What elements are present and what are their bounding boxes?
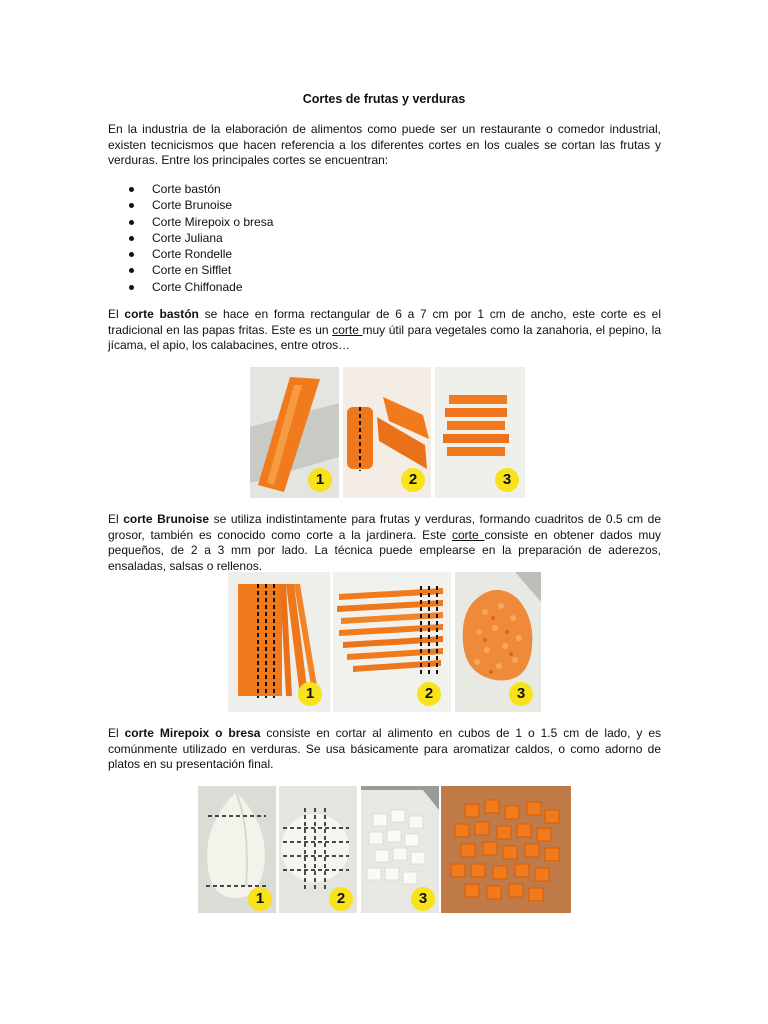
baston-paragraph: El corte bastón se hace en forma rectangular de 6 a 7 cm por 1 cm de ancho, este corte es el tradicional en las papas fritas. Este es un corte muy útil para vegetales como la zanahoria, el pepino, la jícama, el apio, los calabacines, entre otros… (108, 307, 661, 352)
brunoise-paragraph: El corte Brunoise se utiliza indistintamente para frutas y verduras, formando cuadritos de 0.5 cm de grosor, también es conocido como corte a la jardinera. Este corte consiste en obtener dados muy pequeños, de 2 a 3 mm por lado. La técnica puede emplearse en la preparación de aderezos, ensaladas, salsas o rellenos. (108, 512, 662, 573)
mirepoix-photo-2 (279, 786, 357, 913)
baston-term: corte bastón (124, 307, 199, 321)
corte-link[interactable]: corte (332, 322, 363, 337)
mirepoix-photo-1 (198, 786, 276, 913)
step-badge: 2 (329, 887, 353, 911)
step-badge: 1 (298, 682, 322, 706)
step-badge: 1 (308, 468, 332, 492)
step-badge: 2 (417, 682, 441, 706)
step-badge: 1 (248, 887, 272, 911)
mirepoix-term: corte Mirepoix o bresa (124, 726, 261, 740)
list-item: Corte Mirepoix o bresa (108, 214, 273, 230)
step-badge: 2 (401, 468, 425, 492)
list-item: Corte Rondelle (108, 246, 273, 262)
brunoise-photo-2 (333, 572, 451, 712)
list-item: Corte Juliana (108, 230, 273, 246)
intro-paragraph: En la industria de la elaboración de alimentos como puede ser un restaurante o comedor industrial, existen tecnicismos que hacen referencia a los diferentes cortes en los cuales se cortan las frutas y verduras. Entre los principales cortes se encuentran: (108, 122, 661, 167)
baston-photo-3 (435, 367, 525, 498)
list-item: Corte Brunoise (108, 197, 273, 213)
step-badge: 3 (411, 887, 435, 911)
cuts-list (108, 181, 273, 295)
mirepoix-paragraph: El corte Mirepoix o bresa consiste en cortar al alimento en cubos de 1 o 1.5 cm de lado, y es comúnmente utilizado en verduras. Se usa básicamente para aromatizar caldos, o como adorno de platos en su presentación final. (108, 726, 661, 771)
list-item: Corte Chiffonade (108, 279, 273, 295)
mirepoix-photo-4 (441, 786, 571, 913)
baston-photo-2 (343, 367, 431, 498)
baston-photo-1 (250, 367, 339, 498)
corte-link[interactable]: corte (451, 527, 485, 542)
list-item: Corte en Sifflet (108, 262, 273, 278)
brunoise-term: corte Brunoise (123, 512, 210, 526)
step-badge: 3 (509, 682, 533, 706)
list-item: Corte bastón (108, 181, 273, 197)
brunoise-photo-1 (228, 572, 330, 712)
mirepoix-photo-3 (361, 786, 439, 913)
step-badge: 3 (495, 468, 519, 492)
brunoise-photo-3 (455, 572, 541, 712)
document-title: Cortes de frutas y verduras (302, 92, 466, 106)
